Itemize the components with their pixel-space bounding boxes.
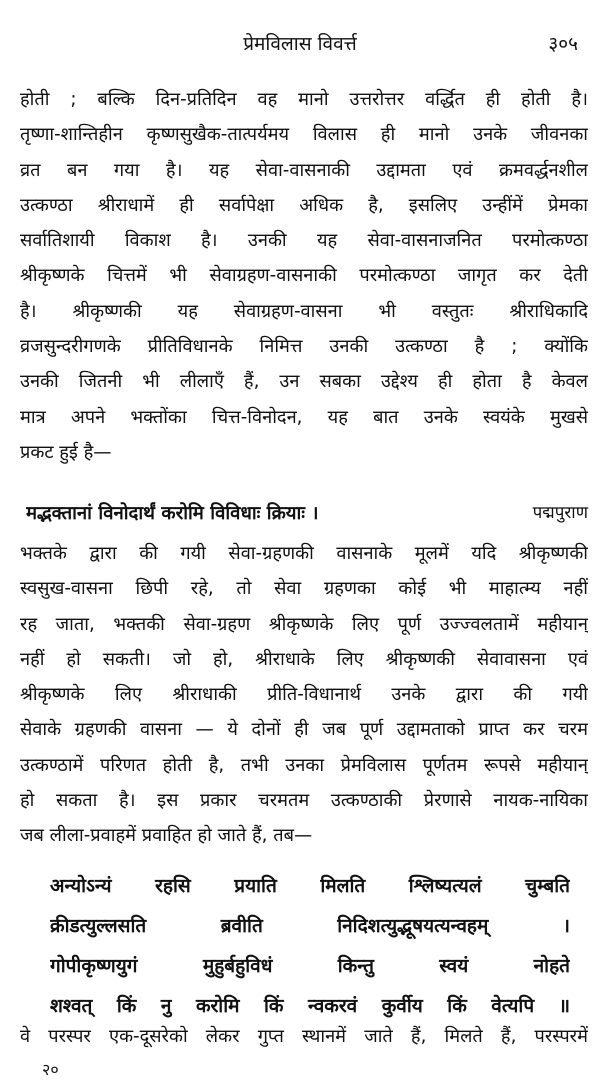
text-line: जब लीला-प्रवाहमें प्रवाहित हो जाते हैं, तब— xyxy=(20,825,313,847)
text-line: रह जाता, भक्तकी सेवा-ग्रहण श्रीकृष्णके लिए पूर्ण उज्ज्वलतामें महीयान् xyxy=(20,613,588,635)
text-line: नहीं हो सकती। जो हो, श्रीराधाके लिए श्रीकृष्णकी सेवावासना एवं xyxy=(20,648,588,670)
text-line: प्रकट हुई है— xyxy=(20,441,112,463)
paragraph-2 xyxy=(20,536,588,854)
verse-line: गोपीकृष्णयुगं मुहुर्बहुविधं किन्तु स्वयं नोहते xyxy=(50,955,570,977)
sanskrit-verse xyxy=(50,866,570,1026)
text-line: भक्तके द्वारा की गयी सेवा-ग्रहणकी वासनाके मूलमें यदि श्रीकृष्णकी xyxy=(20,543,588,564)
signature-mark: २० xyxy=(42,1060,59,1079)
page-number: ३०५ xyxy=(548,33,578,55)
text-line: व्रजसुन्दरीगणके प्रीतिविधानके निमित्त उनकी उत्कण्ठा है ; क्योंकि xyxy=(20,336,588,358)
text-line: श्रीकृष्णके चित्तमें भी सेवाग्रहण-वासनाकी परमोत्कण्ठा जागृत कर देती xyxy=(20,265,588,287)
text-line: उत्कण्ठामें परिणत होती है, तभी उनका प्रेमविलास पूर्णतम रूपसे महीयान् xyxy=(20,754,588,776)
text-line: श्रीकृष्णके लिए श्रीराधाकी प्रीति-विधानार्थ उनके द्वारा की गयी xyxy=(20,684,588,706)
quote-source: पद्मपुराण xyxy=(532,503,588,523)
quote-text: मद्भक्तानां विनोदार्थं करोमि विविधाः क्रियाः । xyxy=(26,503,319,524)
text-line: वे परस्पर एक-दूसरेको लेकर गुप्त स्थानमें जाते हैं, मिलते हैं, परस्परमें xyxy=(20,1026,588,1047)
text-line: सेवाके ग्रहणकी वासना — ये दोनों ही जब पूर्ण उद्दामताको प्राप्त कर चरम xyxy=(20,719,588,741)
verse-line: क्रीडत्युल्लसति ब्रवीति निदिशत्युद्भूषयत्यन्वहम् । xyxy=(50,915,570,937)
text-line: होती ; बल्कि दिन-प्रतिदिन वह मानो उत्तरोत्तर वर्द्धित ही होती है। xyxy=(20,89,588,110)
verse-line: शश्वत् किं नु करोमि किं न्वकरवं कुर्वीय किं वेत्यपि ॥ xyxy=(50,995,570,1017)
text-line: उत्कण्ठा श्रीराधामें ही सर्वापेक्षा अधिक है, इसलिए उन्हींमें प्रेमका xyxy=(20,194,588,216)
scripture-quote xyxy=(26,500,588,536)
text-line: है। श्रीकृष्णकी यह सेवाग्रहण-वासना भी वस्तुतः श्रीराधिकादि xyxy=(20,300,588,322)
text-line: तृष्णा-शान्तिहीन कृष्णसुखैक-तात्पर्यमय विलास ही मानो उनके जीवनका xyxy=(20,124,588,146)
text-line: व्रत बन गया है। यह सेवा-वासनाकी उद्दामता एवं क्रमवर्द्धनशील xyxy=(20,159,588,181)
paragraph-1 xyxy=(20,82,588,470)
text-line: स्वसुख-वासना छिपी रहे, तो सेवा ग्रहणका कोई भी माहात्म्य नहीं xyxy=(20,578,588,600)
running-title: प्रेमविलास विवर्त्त xyxy=(243,33,357,55)
text-line: सर्वातिशायी विकाश है। उनकी यह सेवा-वासनाजनित परमोत्कण्ठा xyxy=(20,230,588,252)
page-header xyxy=(0,30,600,60)
text-line: हो सकता है। इस प्रकार चरमतम उत्कण्ठाकी प्रेरणासे नायक-नायिका xyxy=(20,790,588,812)
text-line: मात्र अपने भक्तोंका चित्त-विनोदन, यह बात उनके स्वयंके मुखसे xyxy=(20,406,588,428)
verse-line: अन्योऽन्यं रहसि प्रयाति मिलति श्लिष्यत्यलं चुम्बति xyxy=(50,875,570,897)
text-line: उनकी जितनी भी लीलाएँ हैं, उन सबका उद्देश्य ही होता है केवल xyxy=(20,371,588,393)
